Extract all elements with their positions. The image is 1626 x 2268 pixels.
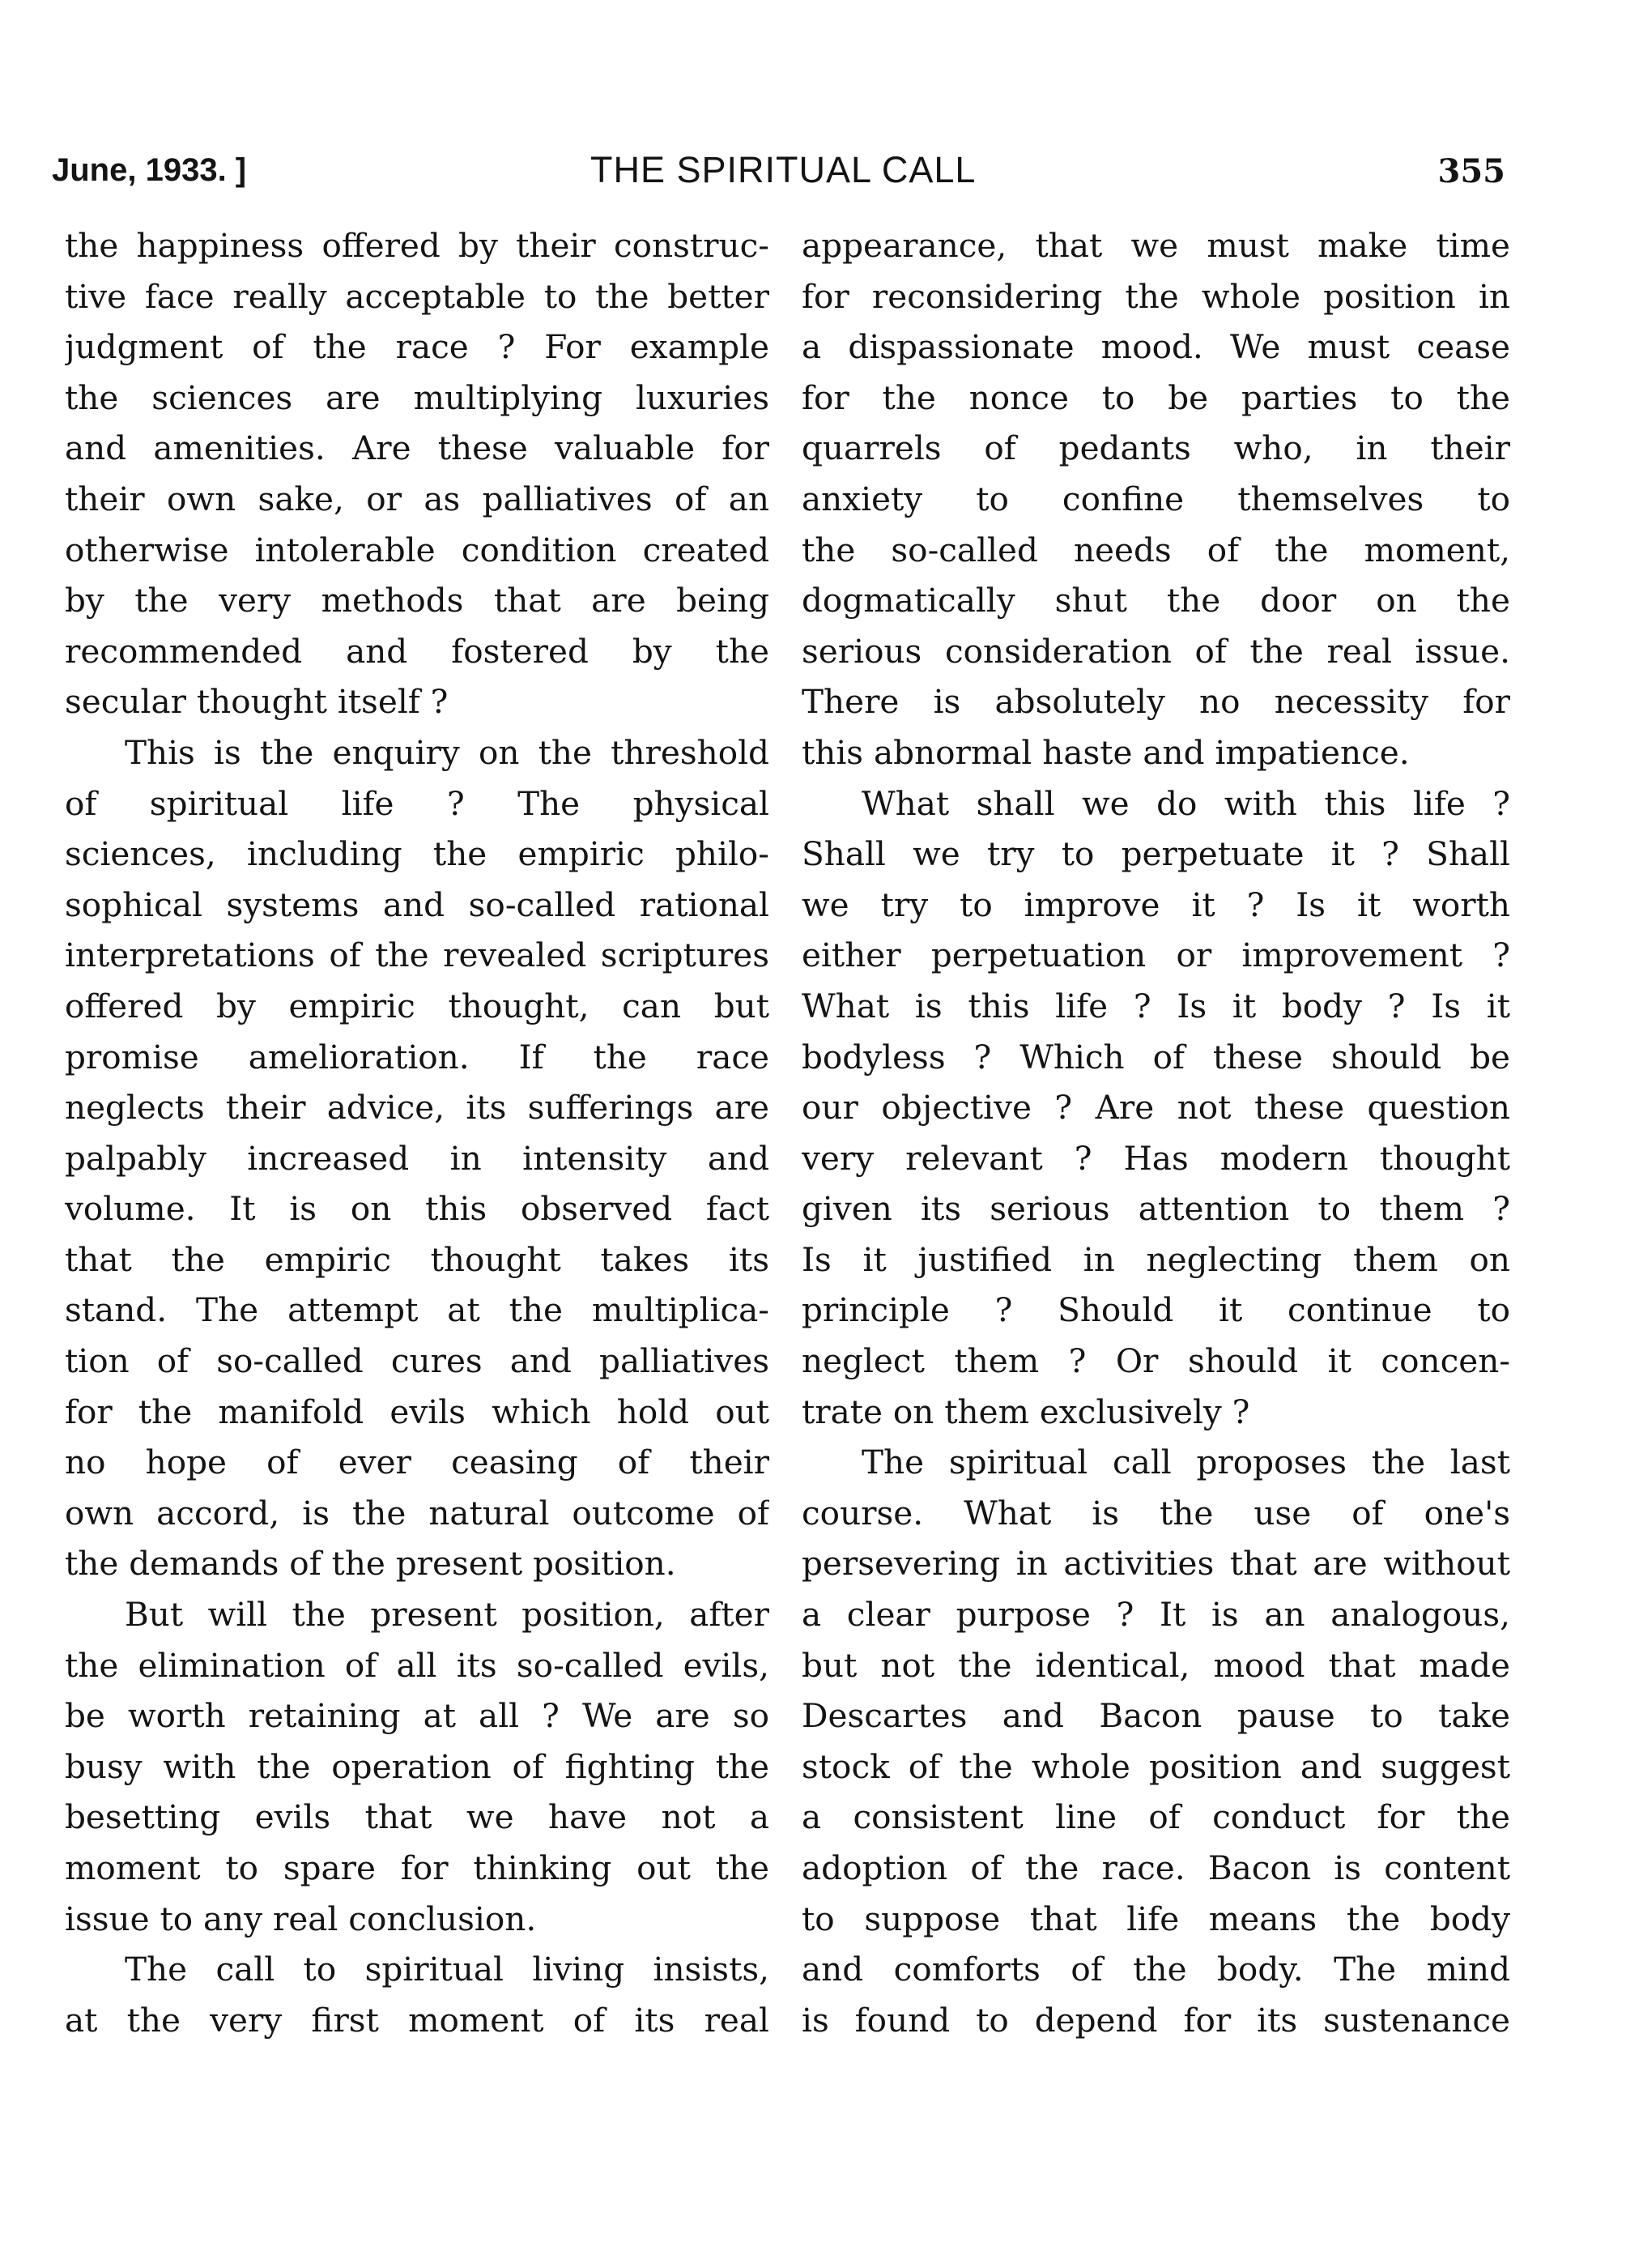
text-line: that the empiric thought takes its [65, 1239, 769, 1279]
text-line: the demands of the present position. [65, 1544, 676, 1584]
text-line: Descartes and Bacon pause to take [802, 1696, 1510, 1736]
text-line: anxiety to confine themselves to [802, 479, 1510, 518]
text-line: at the very first moment of its real [65, 2000, 769, 2040]
text-line: serious consideration of the real issue. [802, 631, 1510, 671]
page-number: 355 [1437, 152, 1505, 190]
text-line: given its serious attention to them ? [802, 1189, 1510, 1229]
text-line: moment to spare for thinking out the [65, 1848, 769, 1887]
text-line: no hope of ever ceasing of their [65, 1443, 769, 1482]
text-line: interpretations of the revealed scriptures [65, 936, 769, 975]
text-line: be worth retaining at all ? We are so [65, 1696, 769, 1736]
page-header [52, 144, 1505, 201]
text-line: stock of the whole position and suggest [802, 1746, 1510, 1786]
text-line: otherwise intolerable condition created [65, 530, 769, 569]
text-line: persevering in activities that are without [802, 1544, 1510, 1584]
text-line: volume. It is on this observed fact [65, 1189, 769, 1229]
header-date: June, 1933. ] [52, 152, 247, 188]
text-line: for the nonce to be parties to the [802, 377, 1510, 417]
text-line: palpably increased in intensity and [65, 1138, 769, 1178]
text-line: dogmatically shut the door on the [802, 581, 1510, 620]
text-line: besetting evils that we have not a [65, 1797, 769, 1837]
left-column [65, 220, 769, 2045]
text-line: tion of so-called cures and palliatives [65, 1341, 769, 1381]
text-line: secular thought itself ? [65, 682, 449, 722]
text-line: stand. The attempt at the multiplica- [65, 1290, 769, 1330]
text-line: their own sake, or as palliatives of an [65, 479, 769, 518]
text-line: to suppose that life means the body [802, 1899, 1510, 1938]
text-line: Is it justified in neglecting them on [802, 1239, 1510, 1279]
text-line: the happiness offered by their construc- [65, 226, 769, 265]
journal-title: THE SPIRITUAL CALL [590, 149, 977, 190]
text-line: issue to any real conclusion. [65, 1899, 537, 1938]
text-line: What is this life ? Is it body ? Is it [802, 986, 1510, 1025]
text-line: neglects their advice, its sufferings are [65, 1088, 769, 1128]
text-line: This is the enquiry on the threshold [125, 732, 769, 772]
text-line: the elimination of all its so-called evils, [65, 1645, 769, 1685]
text-line: sciences, including the empiric philo- [65, 834, 769, 874]
text-line: we try to improve it ? Is it worth [802, 885, 1510, 924]
text-line: What shall we do with this life ? [862, 783, 1510, 823]
text-line: busy with the operation of fighting the [65, 1746, 769, 1786]
text-line: sophical systems and so-called rational [65, 885, 769, 924]
text-line: our objective ? Are not these question [802, 1088, 1510, 1128]
text-line: neglect them ? Or should it concen- [802, 1341, 1510, 1381]
text-line: trate on them exclusively ? [802, 1392, 1250, 1431]
text-line: and amenities. Are these valuable for [65, 428, 769, 468]
text-line: adoption of the race. Bacon is content [802, 1848, 1510, 1887]
text-line: recommended and fostered by the [65, 631, 769, 671]
text-line: quarrels of pedants who, in their [802, 428, 1510, 468]
text-line: There is absolutely no necessity for [802, 682, 1510, 722]
right-column [802, 220, 1510, 2045]
text-line: the so-called needs of the moment, [802, 530, 1510, 569]
text-line: very relevant ? Has modern thought [802, 1138, 1510, 1178]
text-line: The call to spiritual living insists, [125, 1950, 769, 1989]
text-line: a clear purpose ? It is an analogous, [802, 1595, 1510, 1635]
text-line: either perpetuation or improvement ? [802, 936, 1510, 975]
text-line: bodyless ? Which of these should be [802, 1037, 1510, 1076]
text-line: for reconsidering the whole position in [802, 276, 1510, 316]
text-line: Shall we try to perpetuate it ? Shall [802, 834, 1510, 874]
text-line: but not the identical, mood that made [802, 1645, 1510, 1685]
text-line: for the manifold evils which hold out [65, 1392, 769, 1431]
text-line: offered by empiric thought, can but [65, 986, 769, 1025]
text-line: But will the present position, after [125, 1595, 769, 1635]
text-line: The spiritual call proposes the last [862, 1443, 1510, 1482]
text-line: this abnormal haste and impatience. [802, 732, 1410, 772]
text-line: a consistent line of conduct for the [802, 1797, 1510, 1837]
text-line: by the very methods that are being [65, 581, 769, 620]
text-line: tive face really acceptable to the better [65, 276, 769, 316]
text-line: and comforts of the body. The mind [802, 1950, 1510, 1989]
text-line: principle ? Should it continue to [802, 1290, 1510, 1330]
text-line: of spiritual life ? The physical [65, 783, 769, 823]
text-line: own accord, is the natural outcome of [65, 1493, 769, 1533]
text-line: judgment of the race ? For example [65, 327, 769, 367]
text-line: promise amelioration. If the race [65, 1037, 769, 1076]
text-line: course. What is the use of one's [802, 1493, 1510, 1533]
text-line: the sciences are multiplying luxuries [65, 377, 769, 417]
text-line: appearance, that we must make time [802, 226, 1510, 265]
text-line: is found to depend for its sustenance [802, 2000, 1510, 2040]
text-line: a dispassionate mood. We must cease [802, 327, 1510, 367]
